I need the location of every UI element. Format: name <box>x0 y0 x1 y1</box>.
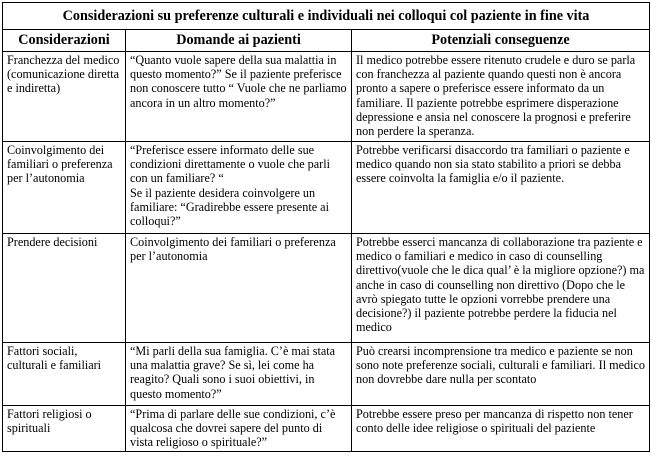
document-table-container <box>2 2 649 462</box>
question-cell: Coinvolgimento dei familiari o preferenza per l’autonomia <box>126 234 352 343</box>
consideration-cell: Prendere decisioni <box>3 234 126 343</box>
table-row <box>3 142 650 234</box>
table-row <box>3 234 650 343</box>
consequence-cell: Può crearsi incomprensione tra medico e paziente se non sono note preferenze sociali, culturali e familiari. Il medico non dovrebbe dare nulla per scontato <box>352 343 650 406</box>
consequence-cell: Potrebbe essere preso per mancanza di rispetto non tener conto delle idee religiose o spirituali del paziente <box>352 406 650 452</box>
table-row <box>3 52 650 142</box>
consequence-cell: Potrebbe verificarsi disaccordo tra familiari o paziente e medico quando non sia stato stabilito a priori se debba essere coinvolta la famiglia e/o il paziente. <box>352 142 650 234</box>
question-cell: “Quanto vuole sapere della sua malattia in questo momento?” Se il paziente preferisce non conoscere tutto “ Vuole che ne parliamo ancora in un altro momento?” <box>126 52 352 142</box>
header-considerations: Considerazioni <box>3 30 126 52</box>
consideration-cell: Fattori sociali, culturali e familiari <box>3 343 126 406</box>
question-line: “Preferisce essere informato delle sue condizioni direttamente o vuole che parli con un familiare? “ <box>130 143 331 186</box>
question-cell: “Mi parli della sua famiglia. C’è mai stata una malattia grave? Se sì, lei come ha reagito? Quali sono i suoi obiettivi, in questo momento?” <box>126 343 352 406</box>
considerations-table <box>2 2 650 452</box>
consequence-cell: Il medico potrebbe essere ritenuto crudele e duro se parla con franchezza al paziente quando questi non è ancora pronto a sapere o preferisce essere informato da un familiare. Il paziente potrebbe esprimere disperazione depressione e ansia nel conoscere la prognosi e preferire non perdere la speranza. <box>352 52 650 142</box>
consideration-cell: Coinvolgimento dei familiari o preferenza per l’autonomia <box>3 142 126 234</box>
table-title: Considerazioni su preferenze culturali e individuali nei colloqui col paziente in fine vita <box>3 3 650 30</box>
consequence-cell: Potrebbe esserci mancanza di collaborazione tra paziente e medico o familiari e medico in caso di counselling direttivo(vuole che le dica qual’ è la migliore opzione?) ma anche in caso di counselling non direttivo (Dopo che le avrò spiegato tutte le opzioni vorrebbe prendere una decisione?) il paziente potrebbe perdere la fiducia nel medico <box>352 234 650 343</box>
header-consequences: Potenziali conseguenze <box>352 30 650 52</box>
header-row <box>3 30 650 52</box>
header-questions: Domande ai pazienti <box>126 30 352 52</box>
table-row <box>3 406 650 452</box>
question-line: Se il paziente desidera coinvolgere un familiare: “Gradirebbe essere presente ai colloqui?” <box>130 185 329 229</box>
question-cell <box>126 142 352 234</box>
table-row <box>3 343 650 406</box>
consideration-cell: Franchezza del medico (comunicazione diretta e indiretta) <box>3 52 126 142</box>
question-cell: “Prima di parlare delle sue condizioni, c’è qualcosa che dovrei sapere del punto di vista religioso o spirituale?” <box>126 406 352 452</box>
title-row <box>3 3 650 30</box>
consideration-cell: Fattori religiosi o spirituali <box>3 406 126 452</box>
